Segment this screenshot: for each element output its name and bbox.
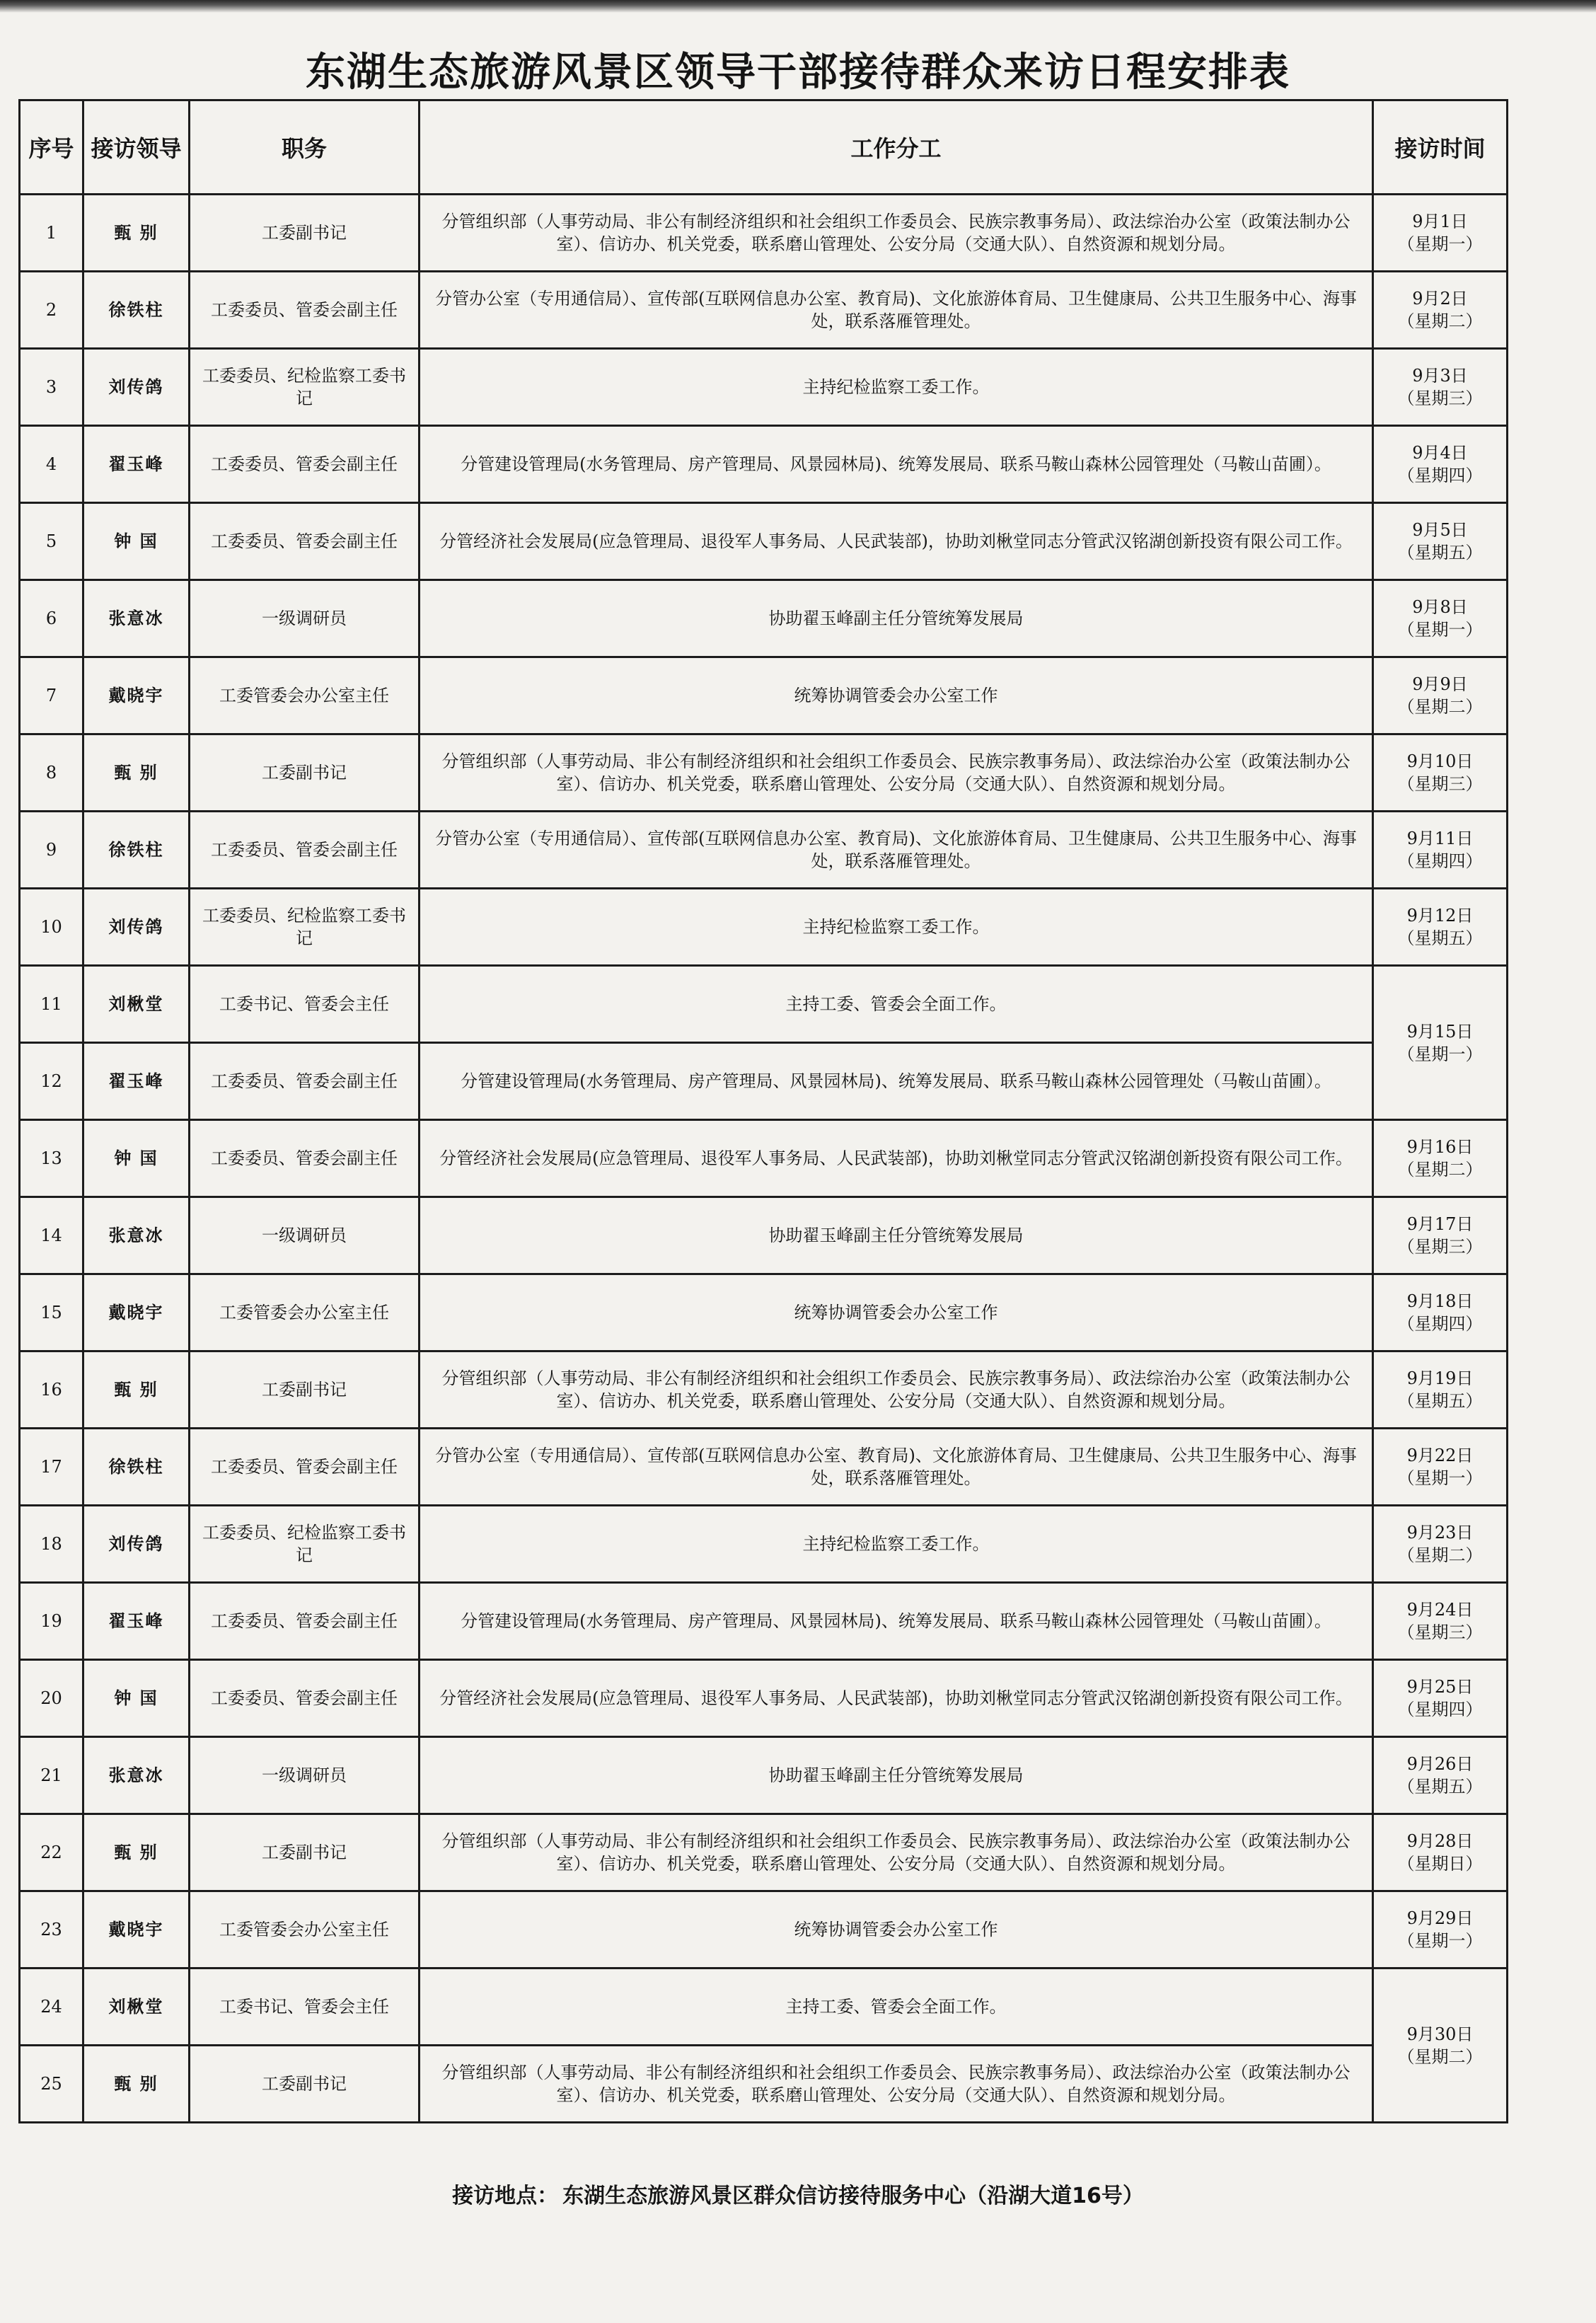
table-header-row (20, 100, 1508, 195)
visit-date: 9月4日 (1412, 443, 1468, 463)
work-division: 统筹协调管委会办公室工作 (420, 657, 1373, 734)
work-division: 分管建设管理局(水务管理局、房产管理局、风景园林局)、统筹发展局、联系马鞍山森林公园管理处（马鞍山苗圃）。 (420, 1583, 1373, 1660)
leader-name: 甄 别 (83, 2046, 190, 2123)
leader-position: 工委书记、管委会主任 (190, 966, 420, 1043)
visit-date: 9月11日 (1406, 829, 1474, 848)
visit-date: 9月16日 (1406, 1137, 1474, 1157)
visit-time (1373, 966, 1508, 1120)
visit-time (1373, 734, 1508, 812)
leader-position: 工委委员、管委会副主任 (190, 1660, 420, 1737)
leader-position: 工委委员、管委会副主任 (190, 1120, 420, 1197)
row-number: 25 (20, 2046, 83, 2123)
visit-time (1373, 1506, 1508, 1583)
visit-date: 9月26日 (1406, 1754, 1474, 1774)
work-division: 主持纪检监察工委工作。 (420, 1506, 1373, 1583)
row-number: 12 (20, 1043, 83, 1120)
visit-time (1373, 1197, 1508, 1274)
leader-name: 刘楸堂 (83, 966, 190, 1043)
row-number: 17 (20, 1429, 83, 1506)
row-number: 14 (20, 1197, 83, 1274)
work-division: 主持工委、管委会全面工作。 (420, 966, 1373, 1043)
row-number: 11 (20, 966, 83, 1043)
work-division: 主持纪检监察工委工作。 (420, 349, 1373, 426)
leader-position: 一级调研员 (190, 1197, 420, 1274)
visit-time (1373, 1814, 1508, 1891)
visit-weekday: （星期二） (1397, 1545, 1483, 1565)
leader-position: 工委副书记 (190, 1814, 420, 1891)
row-number: 21 (20, 1737, 83, 1814)
visit-weekday: （星期二） (1397, 311, 1483, 331)
table-row (20, 1351, 1508, 1429)
visit-weekday: （星期二） (1397, 2046, 1483, 2067)
visit-date: 9月12日 (1406, 906, 1474, 926)
visit-time (1373, 1891, 1508, 1969)
table-row (20, 889, 1508, 966)
work-division: 分管办公室（专用通信局）、宣传部(互联网信息办公室、教育局)、文化旅游体育局、卫生健康局、公共卫生服务中心、海事处，联系落雁管理处。 (420, 272, 1373, 349)
visit-time (1373, 426, 1508, 503)
page-title: 东湖生态旅游风景区领导干部接待群众来访日程安排表 (306, 50, 1290, 96)
leader-name: 徐铁柱 (83, 272, 190, 349)
work-division: 协助翟玉峰副主任分管统筹发展局 (420, 580, 1373, 657)
table-row (20, 1197, 1508, 1274)
visit-time (1373, 1429, 1508, 1506)
header-leader: 接访领导 (83, 100, 190, 195)
table-row (20, 1506, 1508, 1583)
leader-name: 戴晓宇 (83, 1274, 190, 1351)
leader-name: 钟 国 (83, 503, 190, 580)
row-number: 5 (20, 503, 83, 580)
leader-position: 工委委员、纪检监察工委书记 (190, 349, 420, 426)
leader-name: 刘传鸽 (83, 1506, 190, 1583)
table-row (20, 1737, 1508, 1814)
schedule-table (18, 99, 1508, 2123)
leader-name: 张意冰 (83, 1197, 190, 1274)
visit-time (1373, 503, 1508, 580)
header-duty: 工作分工 (420, 100, 1373, 195)
leader-position: 工委委员、管委会副主任 (190, 1583, 420, 1660)
leader-name: 甄 别 (83, 1351, 190, 1429)
leader-name: 翟玉峰 (83, 1043, 190, 1120)
leader-position: 工委管委会办公室主任 (190, 657, 420, 734)
leader-position: 工委委员、管委会副主任 (190, 426, 420, 503)
visit-time (1373, 889, 1508, 966)
work-division: 统筹协调管委会办公室工作 (420, 1274, 1373, 1351)
visit-weekday: （星期二） (1397, 1160, 1483, 1180)
visit-date: 9月10日 (1406, 751, 1474, 771)
visit-weekday: （星期四） (1397, 1700, 1483, 1719)
leader-position: 工委管委会办公室主任 (190, 1891, 420, 1969)
header-no: 序号 (20, 100, 83, 195)
work-division: 主持工委、管委会全面工作。 (420, 1969, 1373, 2046)
visit-weekday: （星期一） (1397, 620, 1483, 640)
visit-time (1373, 1351, 1508, 1429)
visit-weekday: （星期四） (1397, 466, 1483, 485)
leader-name: 钟 国 (83, 1120, 190, 1197)
row-number: 3 (20, 349, 83, 426)
leader-name: 戴晓宇 (83, 657, 190, 734)
leader-name: 张意冰 (83, 580, 190, 657)
visit-weekday: （星期二） (1397, 697, 1483, 717)
table-row (20, 1814, 1508, 1891)
table-row (20, 426, 1508, 503)
leader-name: 刘楸堂 (83, 1969, 190, 2046)
work-division: 分管组织部（人事劳动局、非公有制经济组织和社会组织工作委员会、民族宗教事务局）、政法综治办公室（政策法制办公室）、信访办、机关党委，联系磨山管理处、公安分局（交通大队）、自然资源和规划分局。 (420, 2046, 1373, 2123)
leader-position: 工委委员、管委会副主任 (190, 503, 420, 580)
work-division: 分管组织部（人事劳动局、非公有制经济组织和社会组织工作委员会、民族宗教事务局）、政法综治办公室（政策法制办公室）、信访办、机关党委，联系磨山管理处、公安分局（交通大队）、自然资源和规划分局。 (420, 195, 1373, 272)
leader-position: 工委副书记 (190, 734, 420, 812)
leader-position: 工委委员、管委会副主任 (190, 812, 420, 889)
leader-name: 翟玉峰 (83, 1583, 190, 1660)
work-division: 分管组织部（人事劳动局、非公有制经济组织和社会组织工作委员会、民族宗教事务局）、政法综治办公室（政策法制办公室）、信访办、机关党委，联系磨山管理处、公安分局（交通大队）、自然资源和规划分局。 (420, 734, 1373, 812)
visit-date: 9月30日 (1406, 2024, 1474, 2044)
visit-time (1373, 1120, 1508, 1197)
leader-position: 工委书记、管委会主任 (190, 1969, 420, 2046)
table-row (20, 272, 1508, 349)
visit-weekday: （星期一） (1397, 1468, 1483, 1488)
table-row (20, 734, 1508, 812)
visit-weekday: （星期三） (1397, 774, 1483, 794)
table-row (20, 580, 1508, 657)
visit-date: 9月19日 (1406, 1368, 1474, 1388)
visit-date: 9月18日 (1406, 1291, 1474, 1311)
visit-time (1373, 349, 1508, 426)
table-row (20, 1274, 1508, 1351)
leader-position: 工委委员、纪检监察工委书记 (190, 1506, 420, 1583)
scan-top-edge (0, 0, 1596, 13)
leader-name: 张意冰 (83, 1737, 190, 1814)
leader-name: 钟 国 (83, 1660, 190, 1737)
work-division: 分管经济社会发展局(应急管理局、退役军人事务局、人民武装部)，协助刘楸堂同志分管武汉铭湖创新投资有限公司工作。 (420, 1120, 1373, 1197)
leader-name: 甄 别 (83, 734, 190, 812)
leader-position: 一级调研员 (190, 1737, 420, 1814)
work-division: 主持纪检监察工委工作。 (420, 889, 1373, 966)
row-number: 20 (20, 1660, 83, 1737)
visit-weekday: （星期五） (1397, 543, 1483, 563)
visit-time (1373, 657, 1508, 734)
visit-weekday: （星期五） (1397, 1391, 1483, 1411)
row-number: 15 (20, 1274, 83, 1351)
work-division: 分管经济社会发展局(应急管理局、退役军人事务局、人民武装部)，协助刘楸堂同志分管武汉铭湖创新投资有限公司工作。 (420, 1660, 1373, 1737)
work-division: 分管建设管理局(水务管理局、房产管理局、风景园林局)、统筹发展局、联系马鞍山森林公园管理处（马鞍山苗圃）。 (420, 1043, 1373, 1120)
leader-name: 刘传鸽 (83, 349, 190, 426)
table-row (20, 1969, 1508, 2046)
leader-name: 徐铁柱 (83, 1429, 190, 1506)
header-position: 职务 (190, 100, 420, 195)
visit-weekday: （星期四） (1397, 851, 1483, 871)
leader-position: 工委副书记 (190, 1351, 420, 1429)
visit-date: 9月5日 (1412, 520, 1468, 540)
visit-time (1373, 195, 1508, 272)
leader-name: 徐铁柱 (83, 812, 190, 889)
table-row (20, 349, 1508, 426)
visit-weekday: （星期日） (1397, 1854, 1483, 1874)
visit-date: 9月15日 (1406, 1021, 1474, 1042)
visit-location (0, 2178, 1596, 2209)
visit-weekday: （星期四） (1397, 1314, 1483, 1334)
leader-name: 翟玉峰 (83, 426, 190, 503)
visit-weekday: （星期三） (1397, 1622, 1483, 1642)
leader-position: 工委副书记 (190, 2046, 420, 2123)
row-number: 9 (20, 812, 83, 889)
visit-time (1373, 1969, 1508, 2123)
row-number: 13 (20, 1120, 83, 1197)
row-number: 1 (20, 195, 83, 272)
table-row (20, 812, 1508, 889)
row-number: 10 (20, 889, 83, 966)
visit-time (1373, 812, 1508, 889)
row-number: 18 (20, 1506, 83, 1583)
header-time: 接访时间 (1373, 100, 1508, 195)
table-row (20, 1120, 1508, 1197)
leader-position: 工委委员、纪检监察工委书记 (190, 889, 420, 966)
visit-weekday: （星期一） (1397, 1044, 1483, 1064)
work-division: 分管组织部（人事劳动局、非公有制经济组织和社会组织工作委员会、民族宗教事务局）、政法综治办公室（政策法制办公室）、信访办、机关党委，联系磨山管理处、公安分局（交通大队）、自然资源和规划分局。 (420, 1814, 1373, 1891)
work-division: 统筹协调管委会办公室工作 (420, 1891, 1373, 1969)
leader-position: 工委管委会办公室主任 (190, 1274, 420, 1351)
table-row (20, 195, 1508, 272)
table-row (20, 1660, 1508, 1737)
visit-date: 9月3日 (1412, 366, 1468, 386)
visit-weekday: （星期三） (1397, 388, 1483, 408)
row-number: 2 (20, 272, 83, 349)
work-division: 协助翟玉峰副主任分管统筹发展局 (420, 1737, 1373, 1814)
work-division: 分管办公室（专用通信局）、宣传部(互联网信息办公室、教育局)、文化旅游体育局、卫生健康局、公共卫生服务中心、海事处，联系落雁管理处。 (420, 1429, 1373, 1506)
leader-position: 工委委员、管委会副主任 (190, 272, 420, 349)
visit-date: 9月2日 (1412, 289, 1468, 309)
visit-weekday: （星期五） (1397, 1777, 1483, 1797)
visit-date: 9月29日 (1406, 1908, 1474, 1928)
visit-date: 9月17日 (1406, 1214, 1474, 1234)
visit-location-value: 东湖生态旅游风景区群众信访接待服务中心（沿湖大道16号） (562, 2184, 1144, 2208)
visit-date: 9月24日 (1406, 1600, 1474, 1620)
leader-position: 一级调研员 (190, 580, 420, 657)
visit-date: 9月23日 (1406, 1523, 1474, 1543)
leader-name: 甄 别 (83, 1814, 190, 1891)
visit-date: 9月9日 (1412, 674, 1468, 694)
table-row (20, 966, 1508, 1043)
table-row (20, 1583, 1508, 1660)
row-number: 22 (20, 1814, 83, 1891)
row-number: 4 (20, 426, 83, 503)
work-division: 协助翟玉峰副主任分管统筹发展局 (420, 1197, 1373, 1274)
visit-time (1373, 1737, 1508, 1814)
visit-date: 9月8日 (1412, 597, 1468, 617)
table-row (20, 1043, 1508, 1120)
leader-position: 工委委员、管委会副主任 (190, 1043, 420, 1120)
visit-time (1373, 1660, 1508, 1737)
visit-date: 9月25日 (1406, 1677, 1474, 1697)
visit-time (1373, 1583, 1508, 1660)
row-number: 19 (20, 1583, 83, 1660)
visit-time (1373, 580, 1508, 657)
table-row (20, 657, 1508, 734)
visit-location-label: 接访地点： (452, 2184, 559, 2208)
work-division: 分管组织部（人事劳动局、非公有制经济组织和社会组织工作委员会、民族宗教事务局）、政法综治办公室（政策法制办公室）、信访办、机关党委，联系磨山管理处、公安分局（交通大队）、自然资源和规划分局。 (420, 1351, 1373, 1429)
row-number: 8 (20, 734, 83, 812)
leader-name: 戴晓宇 (83, 1891, 190, 1969)
visit-weekday: （星期五） (1397, 928, 1483, 948)
visit-weekday: （星期一） (1397, 1931, 1483, 1951)
visit-weekday: （星期一） (1397, 234, 1483, 254)
work-division: 分管办公室（专用通信局）、宣传部(互联网信息办公室、教育局)、文化旅游体育局、卫生健康局、公共卫生服务中心、海事处，联系落雁管理处。 (420, 812, 1373, 889)
table-row (20, 1429, 1508, 1506)
leader-position: 工委副书记 (190, 195, 420, 272)
table-row (20, 1891, 1508, 1969)
work-division: 分管建设管理局(水务管理局、房产管理局、风景园林局)、统筹发展局、联系马鞍山森林公园管理处（马鞍山苗圃）。 (420, 426, 1373, 503)
visit-date: 9月1日 (1412, 212, 1468, 231)
row-number: 6 (20, 580, 83, 657)
row-number: 16 (20, 1351, 83, 1429)
work-division: 分管经济社会发展局(应急管理局、退役军人事务局、人民武装部)，协助刘楸堂同志分管武汉铭湖创新投资有限公司工作。 (420, 503, 1373, 580)
leader-position: 工委委员、管委会副主任 (190, 1429, 420, 1506)
visit-date: 9月22日 (1406, 1446, 1474, 1465)
row-number: 23 (20, 1891, 83, 1969)
visit-time (1373, 272, 1508, 349)
visit-weekday: （星期三） (1397, 1237, 1483, 1257)
row-number: 24 (20, 1969, 83, 2046)
visit-time (1373, 1274, 1508, 1351)
table-row (20, 2046, 1508, 2123)
schedule-body (20, 195, 1508, 2123)
leader-name: 甄 别 (83, 195, 190, 272)
leader-name: 刘传鸽 (83, 889, 190, 966)
visit-date: 9月28日 (1406, 1831, 1474, 1851)
table-row (20, 503, 1508, 580)
row-number: 7 (20, 657, 83, 734)
